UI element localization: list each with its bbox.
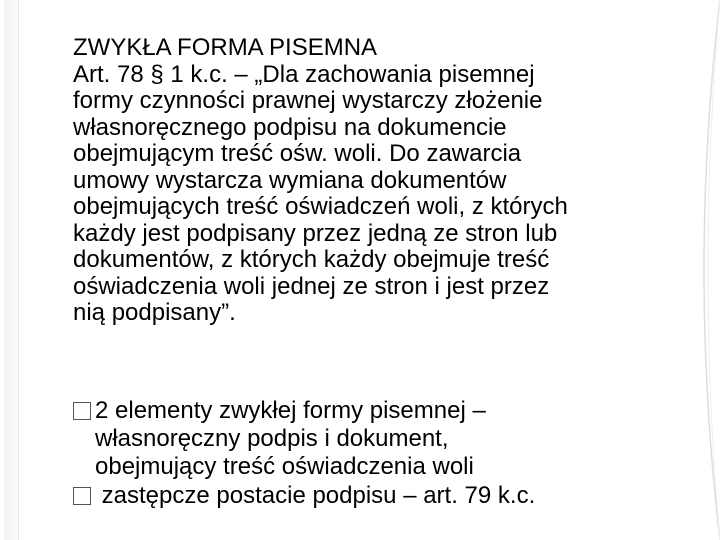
article-quote-paragraph: Art. 78 § 1 k.c. – „Dla zachowania pisemnej formy czynności prawnej wystarczy złożenie własnoręcznego podpisu na dokumencie obejmującym treść ośw. woli. Do zawarcia umowy wystarcza wymiana dokumentów obejmujących treść oświadczeń woli, z których każdy jest podpisany przez jedną ze stron lub dokumentów, z których każdy obejmuje treść oświadczenia woli jednej ze stron i jest przez nią podpisany”.: [73, 60, 568, 326]
slide-title: ZWYKŁA FORMA PISEMNA: [73, 34, 378, 61]
main-text-block: [73, 35, 713, 327]
square-bullet-icon: [73, 402, 91, 420]
bullet-continuation: własnoręczny podpis i dokument, obejmujący treść oświadczenia woli: [95, 425, 474, 480]
list-item: [73, 397, 713, 481]
list-item: [73, 482, 713, 510]
left-decorative-bar: [4, 0, 19, 540]
bullet-first-line: 2 elementy zwykłej formy pisemnej –: [95, 397, 486, 424]
square-bullet-icon: [73, 487, 91, 505]
bullet-first-line: zastępcze postacie podpisu – art. 79 k.c.: [95, 482, 536, 509]
bullet-list: [73, 397, 713, 510]
